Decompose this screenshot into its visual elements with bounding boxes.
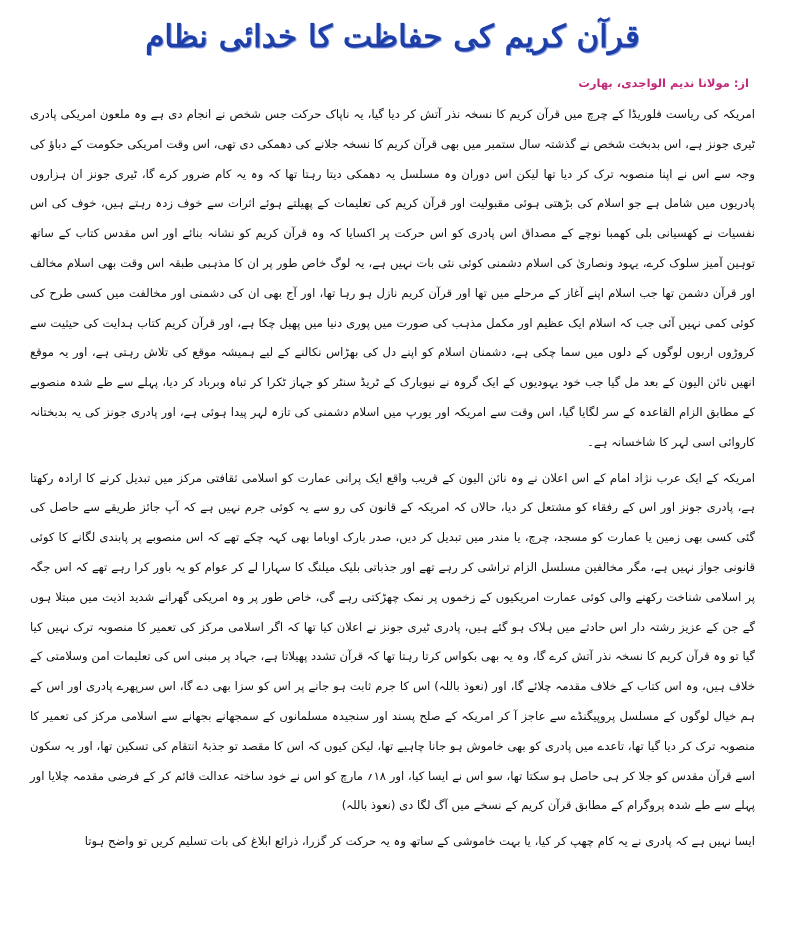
author-byline: از: مولانا ندیم الواجدی، بھارت [578, 76, 749, 90]
article-body [30, 100, 755, 857]
article-paragraph-1: امریکہ کی ریاست فلوریڈا کے چرچ میں قرآن کریم کا نسخہ نذر آتش کر دیا گیا، یہ ناپاک حرکت جس شخص نے انجام دی ہے وہ ملعون امریکی پادری ٹیری جونز ہے، اس بدبخت شخص نے گذشتہ سال ستمبر میں بھی قرآن کریم کا نسخہ جلانے کی دھمکی دی تھی، اس وقت امریکی حکومت کے دباؤ کی وجہ سے اس نے اپنا منصوبہ ترک کر دیا تھا لیکن اس دوران وہ مسلسل یہ دھمکی دیتا رہتا تھا کہ وہ یہ کام ضرور کرے گا، ٹیری جونز ان ہزاروں پادریوں میں شامل ہے جو اسلام کی بڑھتی ہوئی مقبولیت اور قرآن کریم کی تعلیمات کے پھیلتے ہوئے اثرات سے خوف زدہ رہتے ہیں، خوف کی اس نفسیات نے کھسیانی بلی کھمبا نوچے کے مصداق اس پادری کو اس حرکت پر اکسایا کہ وہ قرآن کریم کو نشانہ بنائے اور اس مقدس کتاب کے ساتھ توہین آمیز سلوک کرے، یہود ونصاریٰ کی اسلام دشمنی کوئی نئی بات نہیں ہے، یہ لوگ خاص طور پر ان کا مذہبی طبقہ اس وقت بھی اسلام مخالف اور قرآن دشمن تھا جب اسلام اپنے آغاز کے مرحلے میں تھا اور قرآن کریم نازل ہو رہا تھا، اور آج بھی ان کی دشمنی اور مخالفت میں کسی طرح کی کوئی کمی نہیں آئی جب کہ اسلام ایک عظیم اور مکمل مذہب کی صورت میں پوری دنیا میں پھیل چکا ہے، اور قرآن کریم کتاب ہدایت کی حیثیت سے کروڑوں اربوں لوگوں کے دلوں میں سما چکی ہے، دشمنان اسلام کو اپنے دل کی بھڑاس نکالنے کے لیے ہمیشہ موقع کی تلاش رہتی ہے، اور یہ موقع انھیں نائن الیون کے بعد مل گیا جب خود یہودیوں کے ایک گروہ نے نیویارک کے ٹریڈ سنٹر کو جہاز ٹکرا کر تباہ وبرباد کر دیا، پہلے سے طے شدہ منصوبے کے مطابق الزام القاعدہ کے سر لگایا گیا، اس وقت سے امریکہ اور یورپ میں اسلام دشمنی کی تازہ لہر پیدا ہوئی ہے، اور پادری جونز کی یہ بدبختانہ کاروائی اسی لہر کا شاخسانہ ہے۔ [30, 107, 755, 449]
article-paragraph-3: ایسا نہیں ہے کہ پادری نے یہ کام چھپ کر کیا، یا بہت خاموشی کے ساتھ وہ یہ حرکت کر گزرا، ذرائع ابلاغ کی بات تسلیم کریں تو واضح ہوتا [84, 834, 755, 849]
article-paragraph-2: امریکہ کے ایک عرب نژاد امام کے اس اعلان نے وہ نائن الیون کے قریب واقع ایک پرانی عمارت کو اسلامی ثقافتی مرکز میں تبدیل کرنے کا ارادہ رکھتا ہے، پادری جونز اور اس کے رفقاء کو مشتعل کر دیا، حالاں کہ امریکہ کے قانون کی رو سے یہ کوئی جرم نہیں ہے کہ آپ جائز طریقے سے حاصل کی گئی کسی بھی زمین یا عمارت کو مسجد، چرچ، یا مندر میں تبدیل کر دیں، صدر بارک اوباما بھی کہہ چکے تھے کہ اس منصوبے پر پابندی لگانے کا کوئی قانونی جواز نہیں ہے، مگر مخالفین مسلسل الزام تراشی کر رہے تھے اور جذباتی بلیک میلنگ کا سہارا لے کر عوام کو یہ باور کرا رہے تھے کہ اس جگہ پر اسلامی شناخت رکھنے والی کوئی عمارت امریکیوں کے زخموں پر نمک چھڑکتی رہے گی، خاص طور پر وہ امریکی گھرانے شدید اذیت میں مبتلا ہوں گے جن کے عزیز رشتہ دار اس حادثے میں ہلاک ہو گئے ہیں، پادری ٹیری جونز نے اعلان کیا تھا کہ اگر اسلامی مرکز کی تعمیر کا منصوبہ ترک نہیں کیا گیا تو وہ قرآن کریم کا نسخہ نذر آتش کرے گا، وہ یہ بھی بکواس کرتا رہتا تھا کہ قرآن تشدد پھیلاتا ہے، جہاد پر مبنی اس کی تعلیمات امن وسلامتی کے خلاف ہیں، وہ اس کتاب کے خلاف مقدمہ چلائے گا، اور (نعوذ باللہ) اس کا جرم ثابت ہو جانے پر اس کو سزا بھی دے گا، اس سرپھرے پادری اور اس کے ہم خیال لوگوں کے مسلسل پروپیگنڈے سے عاجز آ کر امریکہ کے صلح پسند اور سنجیدہ مسلمانوں کے سمجھانے بجھانے سے اسلامی مرکز کی تعمیر کا منصوبہ ترک کر دیا گیا تھا، تاعدے میں پادری کو بھی خاموش ہو جانا چاہیے تھا، لیکن کیوں کہ اس کا مقصد تو جذبۂ انتقام کی تسکین تھا، اور یہ سکون اسے قرآن مقدس کو جلا کر ہی حاصل ہو سکتا تھا، سو اس نے ایسا کیا، اور ۱۸؍ مارچ کو اس نے خود ساختہ عدالت قائم کر کے فرضی مقدمہ چلایا اور پہلے سے طے شدہ پروگرام کے مطابق قرآن کریم کے نسخے میں آگ لگا دی (نعوذ باللہ) [30, 470, 755, 813]
article-title: قرآن کریم کی حفاظت کا خدائی نظام [145, 19, 640, 55]
